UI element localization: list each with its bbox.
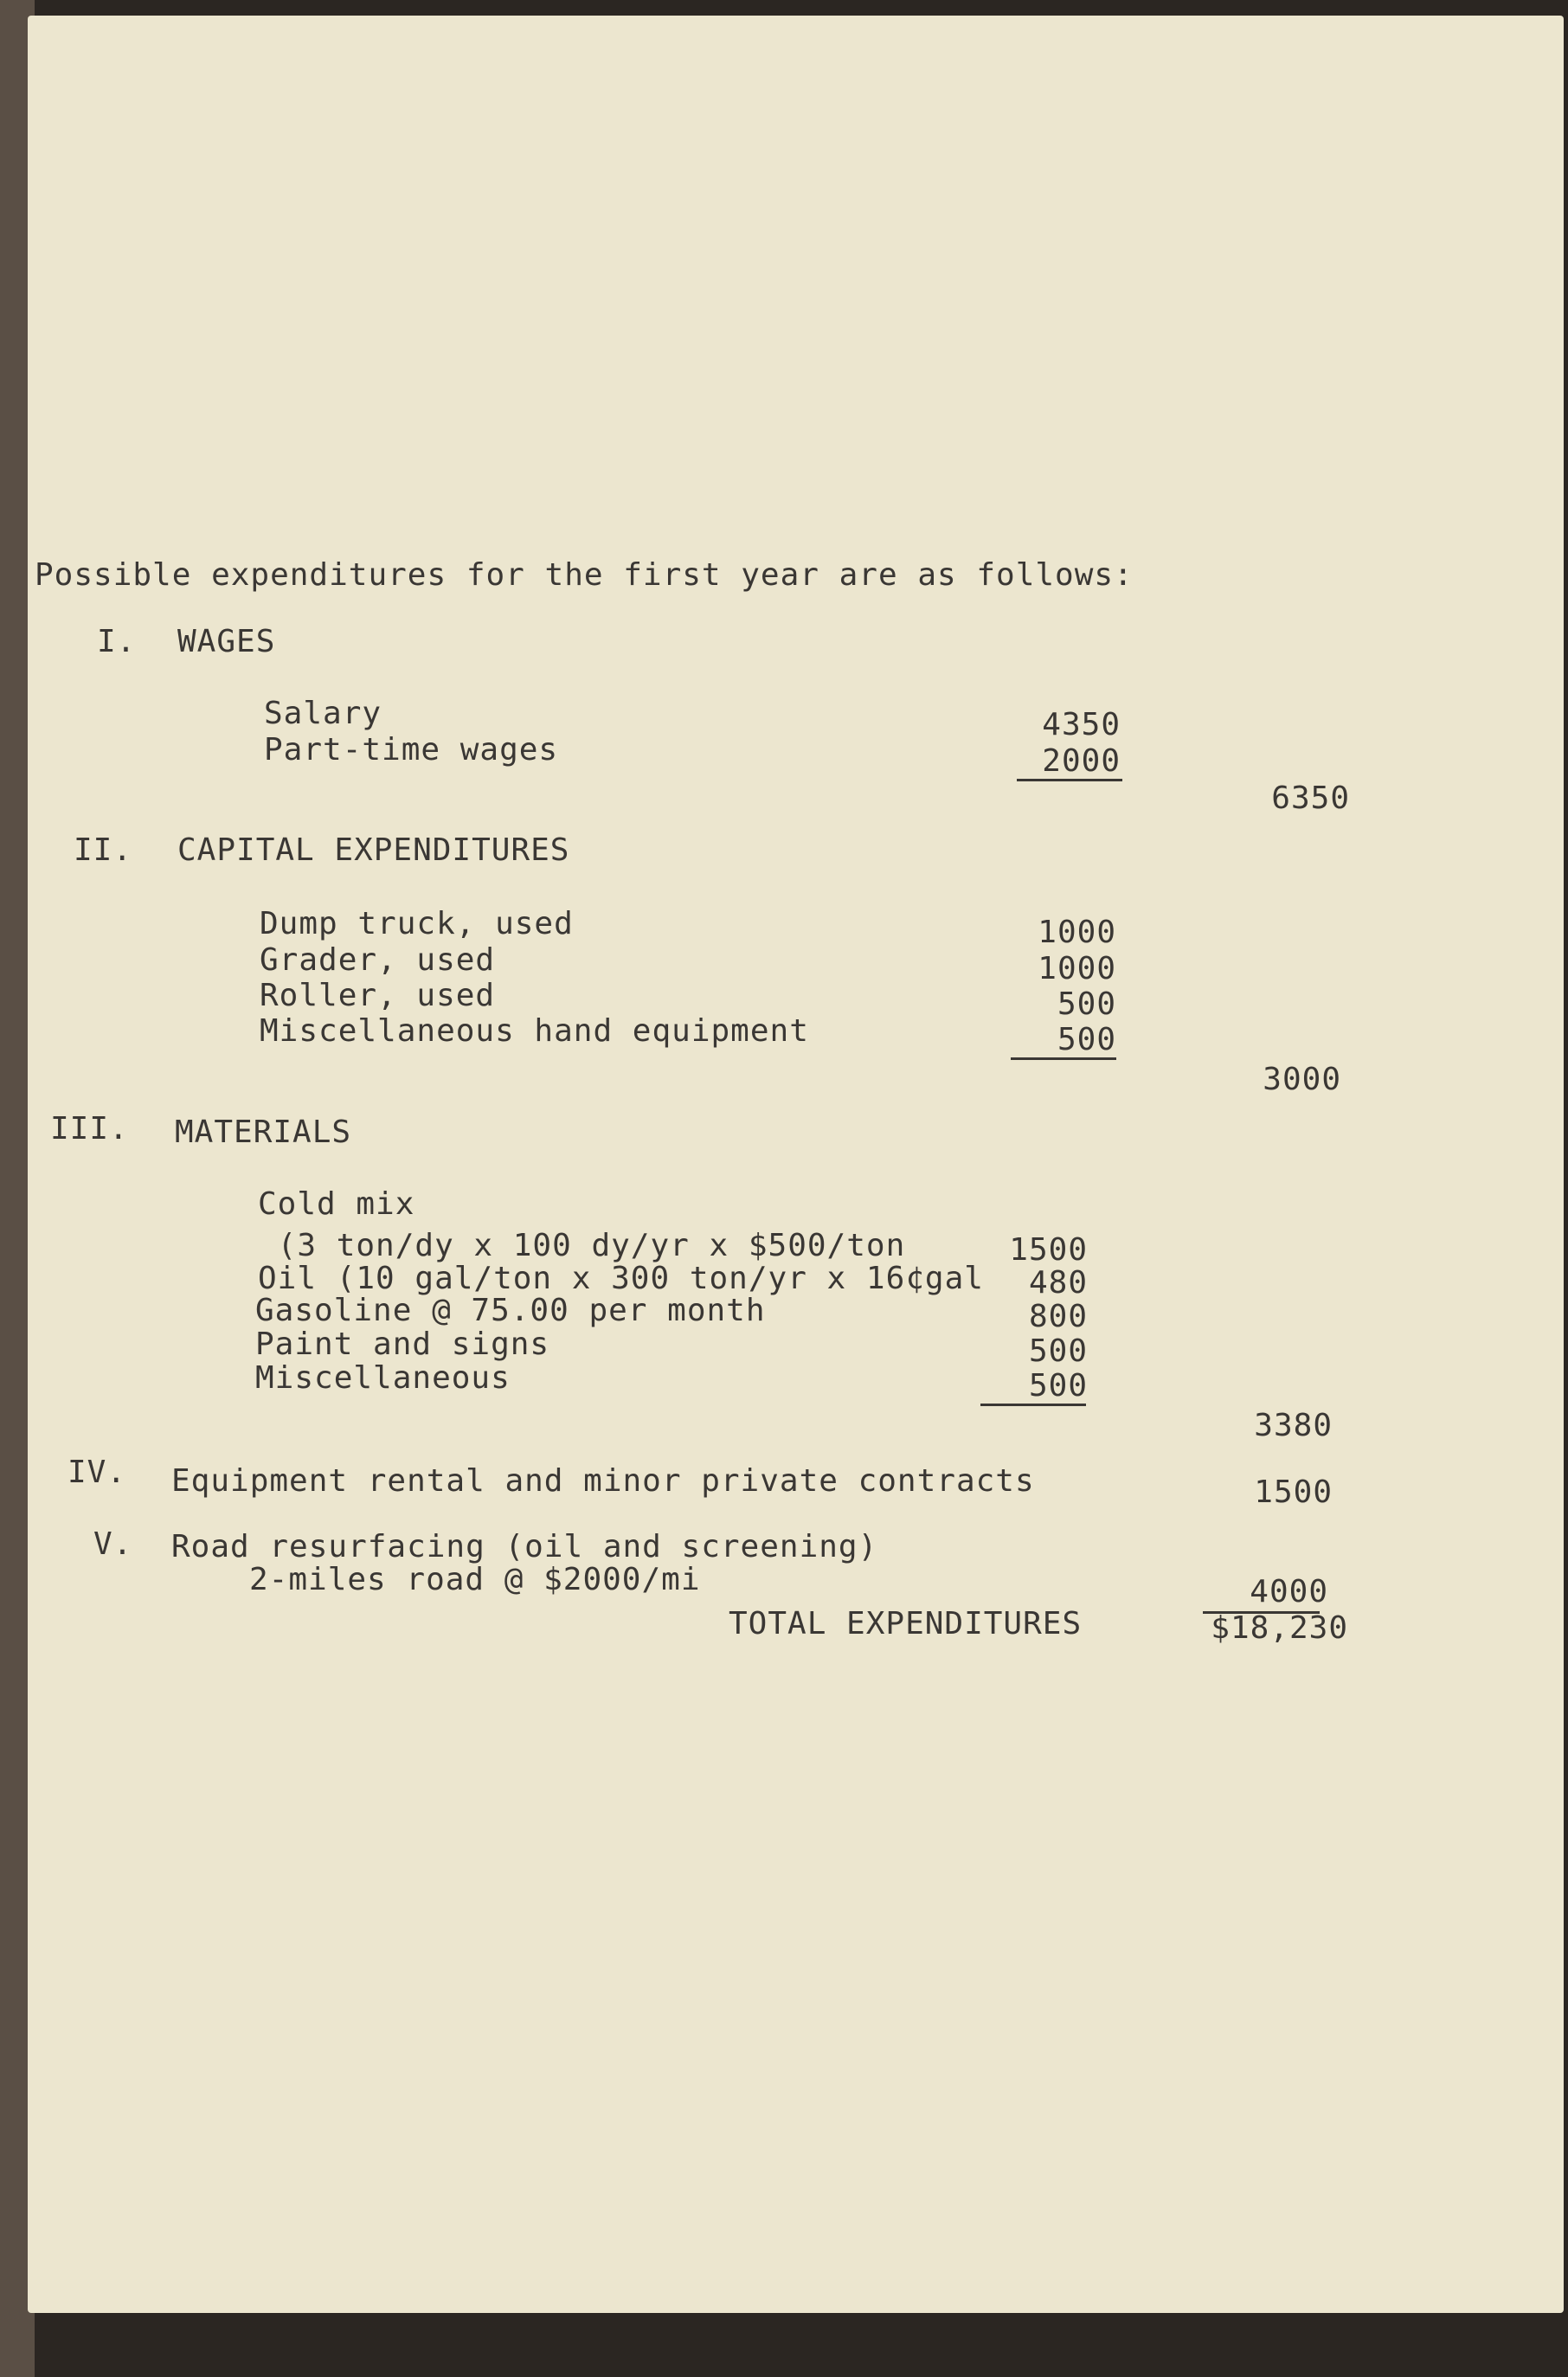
section-5-subtotal: 4000 bbox=[1250, 1574, 1328, 1609]
line-item-label: Grader, used bbox=[260, 942, 496, 978]
line-item-amount: 2000 bbox=[1042, 743, 1121, 779]
section-3-subtotal: 3380 bbox=[1254, 1408, 1333, 1443]
line-item-label: Miscellaneous hand equipment bbox=[260, 1013, 809, 1049]
line-item-amount: 4350 bbox=[1042, 707, 1121, 742]
section-4-subtotal: 1500 bbox=[1254, 1474, 1333, 1510]
line-item-amount: 800 bbox=[1028, 1299, 1088, 1334]
section-1-title: WAGES bbox=[177, 624, 276, 659]
section-3-numeral: III. bbox=[50, 1111, 129, 1147]
line-item-label: Paint and signs bbox=[255, 1327, 550, 1362]
line-item-label: Oil (10 gal/ton x 300 ton/yr x 16¢gal bbox=[258, 1261, 984, 1296]
line-item-amount: 500 bbox=[1057, 1022, 1116, 1057]
total-amount: $18,230 bbox=[1211, 1610, 1348, 1646]
section-5-title: Road resurfacing (oil and screening) bbox=[171, 1529, 878, 1564]
total-label: TOTAL EXPENDITURES bbox=[729, 1606, 1083, 1641]
line-item-label: Salary bbox=[264, 696, 382, 731]
section-3-title: MATERIALS bbox=[175, 1115, 352, 1150]
line-item-amount: 1500 bbox=[1009, 1232, 1088, 1268]
line-item-label: Part-time wages bbox=[264, 732, 559, 768]
section-4-numeral: IV. bbox=[67, 1455, 127, 1490]
section-4-title: Equipment rental and minor private contracts bbox=[171, 1463, 1035, 1499]
subtotal-rule bbox=[1017, 779, 1122, 781]
subtotal-rule bbox=[1011, 1057, 1116, 1060]
line-item-label: Gasoline @ 75.00 per month bbox=[255, 1293, 766, 1328]
intro-text: Possible expenditures for the first year are as follows: bbox=[35, 557, 1134, 593]
section-2-title: CAPITAL EXPENDITURES bbox=[177, 832, 570, 868]
line-item-amount: 500 bbox=[1057, 986, 1116, 1022]
document-page bbox=[28, 16, 1564, 2313]
section-2-numeral: II. bbox=[74, 832, 133, 868]
line-item-amount: 500 bbox=[1028, 1333, 1088, 1369]
line-item-amount: 1000 bbox=[1038, 951, 1116, 986]
section-2-subtotal: 3000 bbox=[1263, 1062, 1341, 1097]
line-item-label: Cold mix bbox=[258, 1186, 415, 1222]
section-5-detail: 2-miles road @ $2000/mi bbox=[249, 1562, 701, 1597]
section-5-numeral: V. bbox=[93, 1526, 133, 1562]
line-item-amount: 500 bbox=[1028, 1368, 1088, 1404]
line-item-label: Roller, used bbox=[260, 978, 496, 1013]
section-1-numeral: I. bbox=[97, 624, 137, 659]
line-item-amount: 1000 bbox=[1038, 915, 1116, 950]
subtotal-rule bbox=[980, 1404, 1086, 1406]
section-1-subtotal: 6350 bbox=[1271, 781, 1350, 816]
line-item-amount: 480 bbox=[1028, 1265, 1088, 1301]
line-item-label: Dump truck, used bbox=[260, 906, 574, 941]
line-item-label: (3 ton/dy x 100 dy/yr x $500/ton bbox=[258, 1228, 906, 1263]
line-item-label: Miscellaneous bbox=[255, 1360, 511, 1396]
